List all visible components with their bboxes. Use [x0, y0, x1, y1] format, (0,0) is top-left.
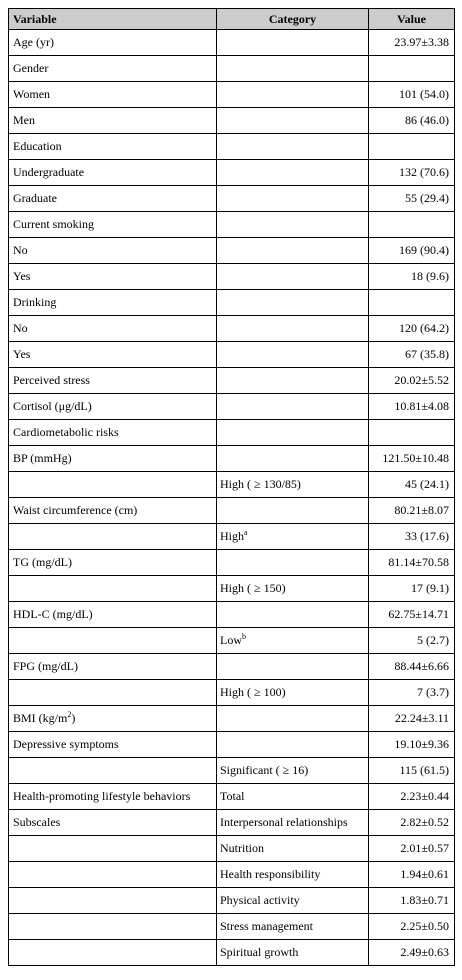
value-cell-text: 115 (61.5): [399, 763, 449, 777]
category-cell-text: Interpersonal relationships: [220, 815, 348, 829]
variable-cell: [9, 888, 217, 914]
table-row: [9, 342, 455, 368]
value-cell: [369, 108, 455, 134]
value-cell-text: 80.21±8.07: [394, 503, 449, 517]
value-cell: [369, 940, 455, 966]
table-row: [9, 56, 455, 82]
category-cell: [217, 342, 369, 368]
variable-cell: [9, 498, 217, 524]
value-cell-text: 17 (9.1): [411, 581, 449, 595]
variable-cell-text: HDL-C (mg/dL): [13, 607, 93, 621]
table-row: [9, 212, 455, 238]
table-row: [9, 576, 455, 602]
category-cell: [217, 914, 369, 940]
value-cell-text: 33 (17.6): [405, 529, 449, 543]
category-cell-text: High ( ≥ 100): [220, 685, 286, 699]
value-cell-text: 45 (24.1): [405, 477, 449, 491]
table-row: [9, 238, 455, 264]
value-cell-text: 169 (90.4): [399, 243, 449, 257]
value-cell-text: 5 (2.7): [417, 633, 449, 647]
variable-cell: [9, 368, 217, 394]
category-cell: [217, 576, 369, 602]
value-cell: [369, 212, 455, 238]
variable-cell-text: BMI (kg/m: [13, 711, 68, 725]
variable-cell: [9, 602, 217, 628]
variable-cell: [9, 420, 217, 446]
category-cell: [217, 420, 369, 446]
variable-cell: [9, 472, 217, 498]
category-cell: [217, 940, 369, 966]
variable-cell: [9, 836, 217, 862]
value-cell: [369, 446, 455, 472]
value-cell: [369, 342, 455, 368]
category-cell: [217, 680, 369, 706]
variable-cell-text: Undergraduate: [13, 165, 85, 179]
category-cell: [217, 212, 369, 238]
value-cell: [369, 758, 455, 784]
variable-cell: [9, 940, 217, 966]
value-cell-text: 86 (46.0): [405, 113, 449, 127]
variable-cell: [9, 914, 217, 940]
value-cell-text: 81.14±70.58: [388, 555, 449, 569]
category-cell-text: Health responsibility: [220, 867, 321, 881]
category-cell-text: Significant ( ≥ 16): [220, 763, 309, 777]
table-body: [9, 30, 455, 966]
variable-cell-text: No: [13, 321, 28, 335]
variable-cell: [9, 576, 217, 602]
variable-cell: [9, 134, 217, 160]
variable-cell-text: Yes: [13, 347, 31, 361]
variable-cell-text: Education: [13, 139, 62, 153]
variable-cell: [9, 524, 217, 550]
variable-cell: [9, 108, 217, 134]
table-row: [9, 654, 455, 680]
variable-cell: [9, 732, 217, 758]
value-cell: [369, 550, 455, 576]
value-cell-text: 2.49±0.63: [400, 945, 449, 959]
value-cell: [369, 290, 455, 316]
value-cell-text: 10.81±4.08: [394, 399, 449, 413]
value-cell: [369, 836, 455, 862]
value-cell-text: 101 (54.0): [399, 87, 449, 101]
category-cell: [217, 316, 369, 342]
value-cell: [369, 472, 455, 498]
category-cell-text: High: [220, 529, 244, 543]
value-cell-text: 55 (29.4): [405, 191, 449, 205]
category-cell-text: Spiritual growth: [220, 945, 299, 959]
value-cell: [369, 134, 455, 160]
category-cell: [217, 836, 369, 862]
category-cell-text: Nutrition: [220, 841, 264, 855]
table-row: [9, 186, 455, 212]
category-cell: [217, 134, 369, 160]
value-cell: [369, 654, 455, 680]
footnote-superscript: b: [242, 632, 246, 641]
footnote-superscript: 2: [67, 710, 72, 719]
table-row: [9, 394, 455, 420]
table-row: [9, 524, 455, 550]
value-cell-text: 88.44±6.66: [394, 659, 449, 673]
value-cell: [369, 524, 455, 550]
variable-cell: [9, 160, 217, 186]
category-cell: [217, 602, 369, 628]
variable-cell-text: Subscales: [13, 815, 61, 829]
category-cell: [217, 446, 369, 472]
value-cell-text: 2.82±0.52: [400, 815, 449, 829]
variable-cell-suffix: ): [71, 711, 76, 725]
variable-cell: [9, 628, 217, 654]
category-cell: [217, 524, 369, 550]
variable-cell: [9, 706, 217, 732]
value-cell: [369, 602, 455, 628]
value-cell: [369, 160, 455, 186]
category-cell: [217, 368, 369, 394]
value-cell-text: 132 (70.6): [399, 165, 449, 179]
category-cell: [217, 290, 369, 316]
table-row: [9, 160, 455, 186]
table-row: [9, 30, 455, 56]
table-row: [9, 82, 455, 108]
category-cell: [217, 264, 369, 290]
variable-cell-text: Perceived stress: [13, 373, 90, 387]
variable-cell: [9, 186, 217, 212]
value-cell: [369, 82, 455, 108]
category-cell: [217, 628, 369, 654]
table-row: [9, 472, 455, 498]
variable-cell: [9, 212, 217, 238]
value-cell: [369, 810, 455, 836]
variable-cell: [9, 30, 217, 56]
category-cell-text: High ( ≥ 150): [220, 581, 286, 595]
table-row: [9, 264, 455, 290]
table-row: [9, 888, 455, 914]
table-row: [9, 836, 455, 862]
table-row: [9, 134, 455, 160]
table-row: [9, 732, 455, 758]
value-cell: [369, 368, 455, 394]
category-cell: [217, 654, 369, 680]
category-cell-text: Physical activity: [220, 893, 300, 907]
value-cell: [369, 732, 455, 758]
value-cell: [369, 186, 455, 212]
value-cell: [369, 238, 455, 264]
header-value: Value: [369, 9, 455, 30]
table-row: [9, 550, 455, 576]
variable-cell-text: Drinking: [13, 295, 57, 309]
value-cell-text: 67 (35.8): [405, 347, 449, 361]
category-cell: [217, 108, 369, 134]
category-cell: [217, 394, 369, 420]
variable-cell-text: Graduate: [13, 191, 57, 205]
value-cell-text: 22.24±3.11: [394, 711, 449, 725]
value-cell-text: 1.94±0.61: [400, 867, 449, 881]
variable-cell: [9, 394, 217, 420]
value-cell-text: 7 (3.7): [417, 685, 449, 699]
variable-cell-text: Yes: [13, 269, 31, 283]
value-cell-text: 18 (9.6): [411, 269, 449, 283]
table-row: [9, 784, 455, 810]
table-row: [9, 914, 455, 940]
table-row: [9, 602, 455, 628]
variable-cell-text: Waist circumference (cm): [13, 503, 138, 517]
variable-cell: [9, 56, 217, 82]
value-cell: [369, 576, 455, 602]
category-cell: [217, 862, 369, 888]
value-cell: [369, 264, 455, 290]
footnote-superscript: a: [244, 528, 248, 537]
category-cell: [217, 30, 369, 56]
table-row: [9, 368, 455, 394]
variable-cell-text: Depressive symptoms: [13, 737, 119, 751]
value-cell-text: 2.01±0.57: [400, 841, 449, 855]
category-cell-text: Stress management: [220, 919, 313, 933]
variable-cell: [9, 758, 217, 784]
category-cell: [217, 706, 369, 732]
value-cell: [369, 784, 455, 810]
variable-cell-text: Cardiometabolic risks: [13, 425, 119, 439]
category-cell: [217, 82, 369, 108]
table-row: [9, 628, 455, 654]
table-row: [9, 680, 455, 706]
value-cell-text: 23.97±3.38: [394, 35, 449, 49]
table-row: [9, 862, 455, 888]
table-row: [9, 290, 455, 316]
category-cell: [217, 238, 369, 264]
variable-cell: [9, 680, 217, 706]
variable-cell-text: Gender: [13, 61, 49, 75]
value-cell-text: 120 (64.2): [399, 321, 449, 335]
variable-cell: [9, 290, 217, 316]
variable-cell-text: Current smoking: [13, 217, 94, 231]
variable-cell-text: Women: [13, 87, 51, 101]
value-cell-text: 20.02±5.52: [394, 373, 449, 387]
value-cell: [369, 498, 455, 524]
variable-cell-text: Cortisol (μg/dL): [13, 399, 92, 413]
variable-cell: [9, 82, 217, 108]
variable-cell: [9, 550, 217, 576]
category-cell: [217, 784, 369, 810]
variable-cell-text: TG (mg/dL): [13, 555, 72, 569]
variable-cell-text: Men: [13, 113, 35, 127]
value-cell: [369, 628, 455, 654]
table-row: [9, 316, 455, 342]
variable-cell-text: Health-promoting lifestyle behaviors: [13, 789, 191, 803]
variable-cell-text: No: [13, 243, 28, 257]
variable-cell-text: BP (mmHg): [13, 451, 72, 465]
value-cell: [369, 888, 455, 914]
category-cell: [217, 888, 369, 914]
value-cell-text: 2.23±0.44: [400, 789, 449, 803]
variable-cell: [9, 264, 217, 290]
category-cell-text: High ( ≥ 130/85): [220, 477, 301, 491]
header-variable: Variable: [9, 9, 217, 30]
value-cell-text: 2.25±0.50: [400, 919, 449, 933]
table-row: [9, 810, 455, 836]
variable-cell-text: FPG (mg/dL): [13, 659, 79, 673]
characteristics-table: [8, 8, 455, 966]
value-cell: [369, 706, 455, 732]
variable-cell: [9, 862, 217, 888]
table-row: [9, 446, 455, 472]
value-cell-text: 62.75±14.71: [388, 607, 449, 621]
value-cell: [369, 30, 455, 56]
table-row: [9, 940, 455, 966]
category-cell: [217, 56, 369, 82]
table-row: [9, 108, 455, 134]
value-cell: [369, 914, 455, 940]
variable-cell-text: Age (yr): [13, 35, 54, 49]
category-cell: [217, 160, 369, 186]
category-cell: [217, 758, 369, 784]
value-cell: [369, 862, 455, 888]
table-row: [9, 420, 455, 446]
table-row: [9, 706, 455, 732]
category-cell: [217, 498, 369, 524]
category-cell: [217, 550, 369, 576]
variable-cell: [9, 316, 217, 342]
category-cell: [217, 472, 369, 498]
value-cell: [369, 680, 455, 706]
value-cell: [369, 394, 455, 420]
value-cell: [369, 56, 455, 82]
characteristics-table-container: [8, 8, 455, 966]
table-row: [9, 758, 455, 784]
category-cell: [217, 186, 369, 212]
variable-cell: [9, 810, 217, 836]
variable-cell: [9, 654, 217, 680]
value-cell: [369, 420, 455, 446]
variable-cell: [9, 446, 217, 472]
variable-cell: [9, 238, 217, 264]
variable-cell: [9, 342, 217, 368]
table-row: [9, 498, 455, 524]
value-cell: [369, 316, 455, 342]
value-cell-text: 121.50±10.48: [382, 451, 449, 465]
category-cell: [217, 732, 369, 758]
category-cell-text: Total: [220, 789, 245, 803]
variable-cell: [9, 784, 217, 810]
category-cell: [217, 810, 369, 836]
value-cell-text: 1.83±0.71: [400, 893, 449, 907]
value-cell-text: 19.10±9.36: [394, 737, 449, 751]
table-header-row: [9, 9, 455, 30]
category-cell-text: Low: [220, 633, 242, 647]
header-category: Category: [217, 9, 369, 30]
